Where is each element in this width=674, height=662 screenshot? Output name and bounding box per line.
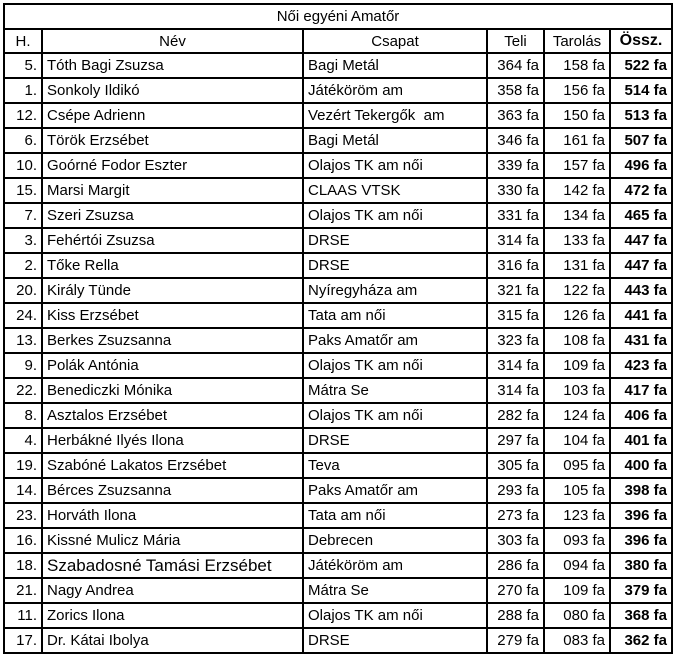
cell-rank: 16.	[4, 528, 42, 553]
table-row	[4, 253, 672, 278]
cell-teli: 358 fa	[487, 78, 544, 103]
cell-rank: 4.	[4, 428, 42, 453]
cell-name: Bérces Zsuzsanna	[42, 478, 303, 503]
cell-rank: 15.	[4, 178, 42, 203]
cell-teli: 330 fa	[487, 178, 544, 203]
cell-rank: 24.	[4, 303, 42, 328]
cell-team: Mátra Se	[303, 578, 487, 603]
cell-ossz: 496 fa	[610, 153, 672, 178]
table-row	[4, 303, 672, 328]
cell-tarolas: 122 fa	[544, 278, 610, 303]
table-row	[4, 203, 672, 228]
cell-ossz: 380 fa	[610, 553, 672, 578]
cell-rank: 6.	[4, 128, 42, 153]
cell-ossz: 396 fa	[610, 503, 672, 528]
cell-tarolas: 123 fa	[544, 503, 610, 528]
cell-name: Herbákné Ilyés Ilona	[42, 428, 303, 453]
cell-name: Asztalos Erzsébet	[42, 403, 303, 428]
cell-team: Olajos TK am női	[303, 403, 487, 428]
column-header-ossz: Össz.	[610, 29, 672, 53]
cell-teli: 282 fa	[487, 403, 544, 428]
cell-name: Török Erzsébet	[42, 128, 303, 153]
cell-teli: 331 fa	[487, 203, 544, 228]
cell-tarolas: 094 fa	[544, 553, 610, 578]
cell-teli: 339 fa	[487, 153, 544, 178]
table-row	[4, 453, 672, 478]
cell-rank: 14.	[4, 478, 42, 503]
cell-ossz: 441 fa	[610, 303, 672, 328]
cell-team: Játéköröm am	[303, 553, 487, 578]
cell-name: Tóth Bagi Zsuzsa	[42, 53, 303, 78]
cell-tarolas: 095 fa	[544, 453, 610, 478]
cell-name: Dr. Kátai Ibolya	[42, 628, 303, 653]
cell-name: Szabadosné Tamási Erzsébet	[42, 553, 303, 578]
cell-rank: 5.	[4, 53, 42, 78]
cell-name: Nagy Andrea	[42, 578, 303, 603]
cell-ossz: 398 fa	[610, 478, 672, 503]
cell-team: Bagi Metál	[303, 128, 487, 153]
cell-ossz: 507 fa	[610, 128, 672, 153]
column-header-team: Csapat	[303, 29, 487, 53]
cell-teli: 346 fa	[487, 128, 544, 153]
cell-ossz: 431 fa	[610, 328, 672, 353]
cell-team: Debrecen	[303, 528, 487, 553]
cell-name: Király Tünde	[42, 278, 303, 303]
cell-teli: 270 fa	[487, 578, 544, 603]
cell-tarolas: 158 fa	[544, 53, 610, 78]
cell-team: Olajos TK am női	[303, 603, 487, 628]
table-row	[4, 278, 672, 303]
cell-rank: 10.	[4, 153, 42, 178]
cell-tarolas: 124 fa	[544, 403, 610, 428]
cell-teli: 364 fa	[487, 53, 544, 78]
cell-team: Bagi Metál	[303, 53, 487, 78]
cell-name: Benediczki Mónika	[42, 378, 303, 403]
cell-ossz: 447 fa	[610, 228, 672, 253]
cell-rank: 12.	[4, 103, 42, 128]
cell-rank: 3.	[4, 228, 42, 253]
cell-name: Szabóné Lakatos Erzsébet	[42, 453, 303, 478]
cell-ossz: 443 fa	[610, 278, 672, 303]
cell-tarolas: 150 fa	[544, 103, 610, 128]
cell-team: Olajos TK am női	[303, 203, 487, 228]
cell-tarolas: 083 fa	[544, 628, 610, 653]
cell-ossz: 401 fa	[610, 428, 672, 453]
cell-ossz: 379 fa	[610, 578, 672, 603]
cell-tarolas: 133 fa	[544, 228, 610, 253]
cell-name: Goórné Fodor Eszter	[42, 153, 303, 178]
title-row	[4, 4, 672, 29]
cell-tarolas: 104 fa	[544, 428, 610, 453]
cell-ossz: 472 fa	[610, 178, 672, 203]
table-row	[4, 128, 672, 153]
cell-tarolas: 105 fa	[544, 478, 610, 503]
cell-teli: 305 fa	[487, 453, 544, 478]
cell-name: Tőke Rella	[42, 253, 303, 278]
cell-team: Paks Amatőr am	[303, 328, 487, 353]
table-row	[4, 603, 672, 628]
cell-name: Kissné Mulicz Mária	[42, 528, 303, 553]
cell-tarolas: 080 fa	[544, 603, 610, 628]
cell-team: Olajos TK am női	[303, 353, 487, 378]
cell-teli: 323 fa	[487, 328, 544, 353]
cell-teli: 315 fa	[487, 303, 544, 328]
table-row	[4, 553, 672, 578]
table-row	[4, 403, 672, 428]
cell-ossz: 522 fa	[610, 53, 672, 78]
cell-team: CLAAS VTSK	[303, 178, 487, 203]
cell-team: Tata am női	[303, 303, 487, 328]
cell-ossz: 368 fa	[610, 603, 672, 628]
cell-team: DRSE	[303, 628, 487, 653]
table-row	[4, 503, 672, 528]
cell-teli: 314 fa	[487, 228, 544, 253]
cell-ossz: 396 fa	[610, 528, 672, 553]
cell-tarolas: 093 fa	[544, 528, 610, 553]
cell-team: DRSE	[303, 228, 487, 253]
cell-tarolas: 103 fa	[544, 378, 610, 403]
cell-teli: 363 fa	[487, 103, 544, 128]
cell-team: Olajos TK am női	[303, 153, 487, 178]
cell-teli: 314 fa	[487, 353, 544, 378]
header-row	[4, 29, 672, 53]
cell-tarolas: 108 fa	[544, 328, 610, 353]
column-header-name: Név	[42, 29, 303, 53]
cell-team: DRSE	[303, 428, 487, 453]
cell-team: Mátra Se	[303, 378, 487, 403]
table-row	[4, 628, 672, 653]
table-row	[4, 578, 672, 603]
cell-tarolas: 131 fa	[544, 253, 610, 278]
cell-name: Zorics Ilona	[42, 603, 303, 628]
cell-tarolas: 142 fa	[544, 178, 610, 203]
table-title: Női egyéni Amatőr	[4, 4, 672, 29]
cell-ossz: 465 fa	[610, 203, 672, 228]
table-row	[4, 53, 672, 78]
cell-team: DRSE	[303, 253, 487, 278]
cell-rank: 23.	[4, 503, 42, 528]
column-header-tarolas: Tarolás	[544, 29, 610, 53]
cell-name: Sonkoly Ildikó	[42, 78, 303, 103]
cell-name: Horváth Ilona	[42, 503, 303, 528]
cell-teli: 297 fa	[487, 428, 544, 453]
cell-team: Paks Amatőr am	[303, 478, 487, 503]
table-row	[4, 428, 672, 453]
table-row	[4, 378, 672, 403]
cell-name: Szeri Zsuzsa	[42, 203, 303, 228]
cell-rank: 20.	[4, 278, 42, 303]
cell-ossz: 362 fa	[610, 628, 672, 653]
table-row	[4, 153, 672, 178]
results-table	[3, 3, 673, 654]
cell-rank: 19.	[4, 453, 42, 478]
table-row	[4, 328, 672, 353]
table-row	[4, 178, 672, 203]
cell-teli: 314 fa	[487, 378, 544, 403]
table-row	[4, 228, 672, 253]
cell-rank: 11.	[4, 603, 42, 628]
cell-tarolas: 157 fa	[544, 153, 610, 178]
cell-tarolas: 134 fa	[544, 203, 610, 228]
cell-ossz: 447 fa	[610, 253, 672, 278]
cell-rank: 1.	[4, 78, 42, 103]
cell-ossz: 514 fa	[610, 78, 672, 103]
cell-teli: 279 fa	[487, 628, 544, 653]
cell-team: Vezért Tekergők am	[303, 103, 487, 128]
cell-team: Tata am női	[303, 503, 487, 528]
cell-rank: 21.	[4, 578, 42, 603]
cell-rank: 7.	[4, 203, 42, 228]
cell-teli: 273 fa	[487, 503, 544, 528]
cell-name: Fehértói Zsuzsa	[42, 228, 303, 253]
cell-teli: 293 fa	[487, 478, 544, 503]
cell-teli: 288 fa	[487, 603, 544, 628]
cell-team: Játéköröm am	[303, 78, 487, 103]
column-header-rank: H.	[4, 29, 42, 53]
column-header-teli: Teli	[487, 29, 544, 53]
cell-name: Polák Antónia	[42, 353, 303, 378]
cell-teli: 303 fa	[487, 528, 544, 553]
cell-ossz: 406 fa	[610, 403, 672, 428]
cell-tarolas: 161 fa	[544, 128, 610, 153]
cell-name: Csépe Adrienn	[42, 103, 303, 128]
cell-rank: 2.	[4, 253, 42, 278]
cell-teli: 321 fa	[487, 278, 544, 303]
cell-ossz: 400 fa	[610, 453, 672, 478]
cell-teli: 286 fa	[487, 553, 544, 578]
table-row	[4, 528, 672, 553]
cell-ossz: 417 fa	[610, 378, 672, 403]
cell-name: Marsi Margit	[42, 178, 303, 203]
cell-tarolas: 109 fa	[544, 353, 610, 378]
cell-ossz: 423 fa	[610, 353, 672, 378]
table-row	[4, 103, 672, 128]
cell-team: Teva	[303, 453, 487, 478]
cell-tarolas: 126 fa	[544, 303, 610, 328]
cell-name: Berkes Zsuzsanna	[42, 328, 303, 353]
cell-rank: 18.	[4, 553, 42, 578]
cell-rank: 13.	[4, 328, 42, 353]
cell-team: Nyíregyháza am	[303, 278, 487, 303]
cell-rank: 8.	[4, 403, 42, 428]
cell-teli: 316 fa	[487, 253, 544, 278]
cell-rank: 9.	[4, 353, 42, 378]
table-row	[4, 478, 672, 503]
cell-rank: 17.	[4, 628, 42, 653]
cell-ossz: 513 fa	[610, 103, 672, 128]
cell-tarolas: 109 fa	[544, 578, 610, 603]
cell-tarolas: 156 fa	[544, 78, 610, 103]
cell-name: Kiss Erzsébet	[42, 303, 303, 328]
cell-rank: 22.	[4, 378, 42, 403]
table-row	[4, 353, 672, 378]
table-row	[4, 78, 672, 103]
